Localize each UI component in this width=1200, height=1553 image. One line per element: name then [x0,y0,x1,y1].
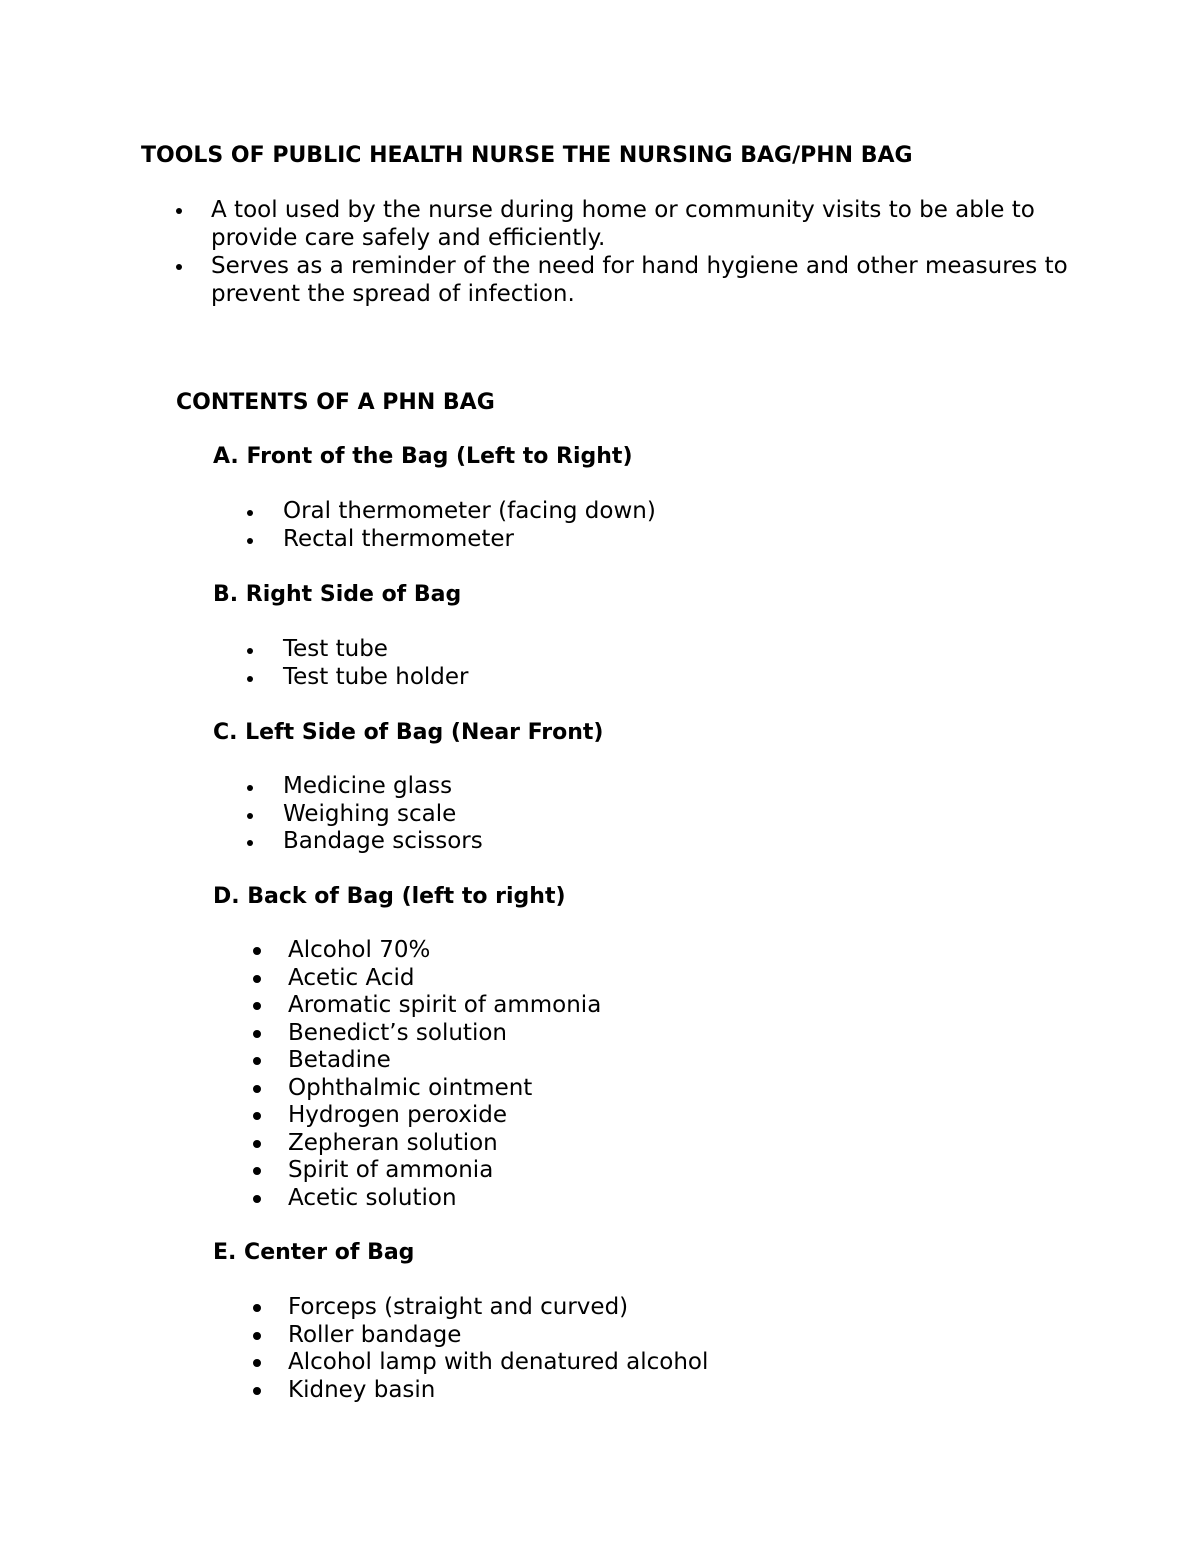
list-item-text: Kidney basin [288,1376,436,1403]
section-list-front [247,498,656,553]
contents-heading: CONTENTS OF A PHN BAG [176,390,495,415]
list-item [253,1185,601,1213]
list-item-text: Zepheran solution [288,1129,498,1156]
list-item [247,526,656,554]
list-item [253,1102,601,1130]
intro-bullet-text: Serves as a reminder of the need for hand hygiene and other measures to prevent the spread of infection. [211,253,1068,307]
list-item-text: Alcohol lamp with denatured alcohol [288,1349,709,1375]
list-item [253,1322,708,1350]
list-item-text: Betadine [288,1047,391,1073]
section-heading-front: A. Front of the Bag (Left to Right) [213,444,633,469]
list-item [247,773,483,801]
document-title: TOOLS OF PUBLIC HEALTH NURSE THE NURSING BAG/PHN BAG [141,143,913,168]
section-list-center [253,1294,708,1404]
list-item [253,1349,708,1377]
section-list-right-side [247,636,469,691]
list-item-text: Hydrogen peroxide [288,1102,507,1128]
list-item-text: Medicine glass [283,773,453,799]
list-item-text: Test tube holder [283,663,469,690]
list-item [247,801,483,829]
list-item [253,1294,708,1322]
list-item [253,1130,601,1158]
section-heading-center: E. Center of Bag [213,1240,415,1265]
list-item-text: Alcohol 70% [288,937,431,963]
list-item-text: Test tube [283,636,388,662]
list-item-text: Forceps (straight and curved) [288,1294,629,1320]
list-item-text: Acetic Acid [288,964,415,991]
section-heading-back: D. Back of Bag (left to right) [213,884,566,909]
list-item [253,992,601,1020]
list-item [253,1075,601,1103]
list-item [247,636,469,664]
list-item [247,498,656,526]
list-item [253,1047,601,1075]
intro-bullet-text: A tool used by the nurse during home or community visits to be able to provide care safely and efficiently. [211,197,1035,251]
list-item-text: Benedict’s solution [288,1019,507,1046]
section-heading-right-side: B. Right Side of Bag [213,582,462,607]
list-item [247,828,483,856]
list-item-text: Rectal thermometer [283,525,515,552]
list-item-text: Roller bandage [288,1321,462,1348]
list-item-text: Spirit of ammonia [288,1157,494,1183]
list-item-text: Aromatic spirit of ammonia [288,992,602,1018]
intro-bullet-item [176,252,1076,308]
section-list-left-side [247,773,483,856]
list-item-text: Ophthalmic ointment [288,1074,533,1101]
intro-bullet-item [176,196,1076,252]
list-item-text: Bandage scissors [283,828,483,854]
list-item-text: Weighing scale [283,800,457,827]
list-item-text: Acetic solution [288,1184,457,1211]
section-list-back [253,937,601,1212]
list-item [247,664,469,692]
section-heading-left-side: C. Left Side of Bag (Near Front) [213,720,604,745]
list-item [253,1157,601,1185]
list-item-text: Oral thermometer (facing down) [283,498,656,524]
intro-bullet-list [176,196,1076,308]
list-item [253,937,601,965]
list-item [253,965,601,993]
list-item [253,1377,708,1405]
list-item [253,1020,601,1048]
